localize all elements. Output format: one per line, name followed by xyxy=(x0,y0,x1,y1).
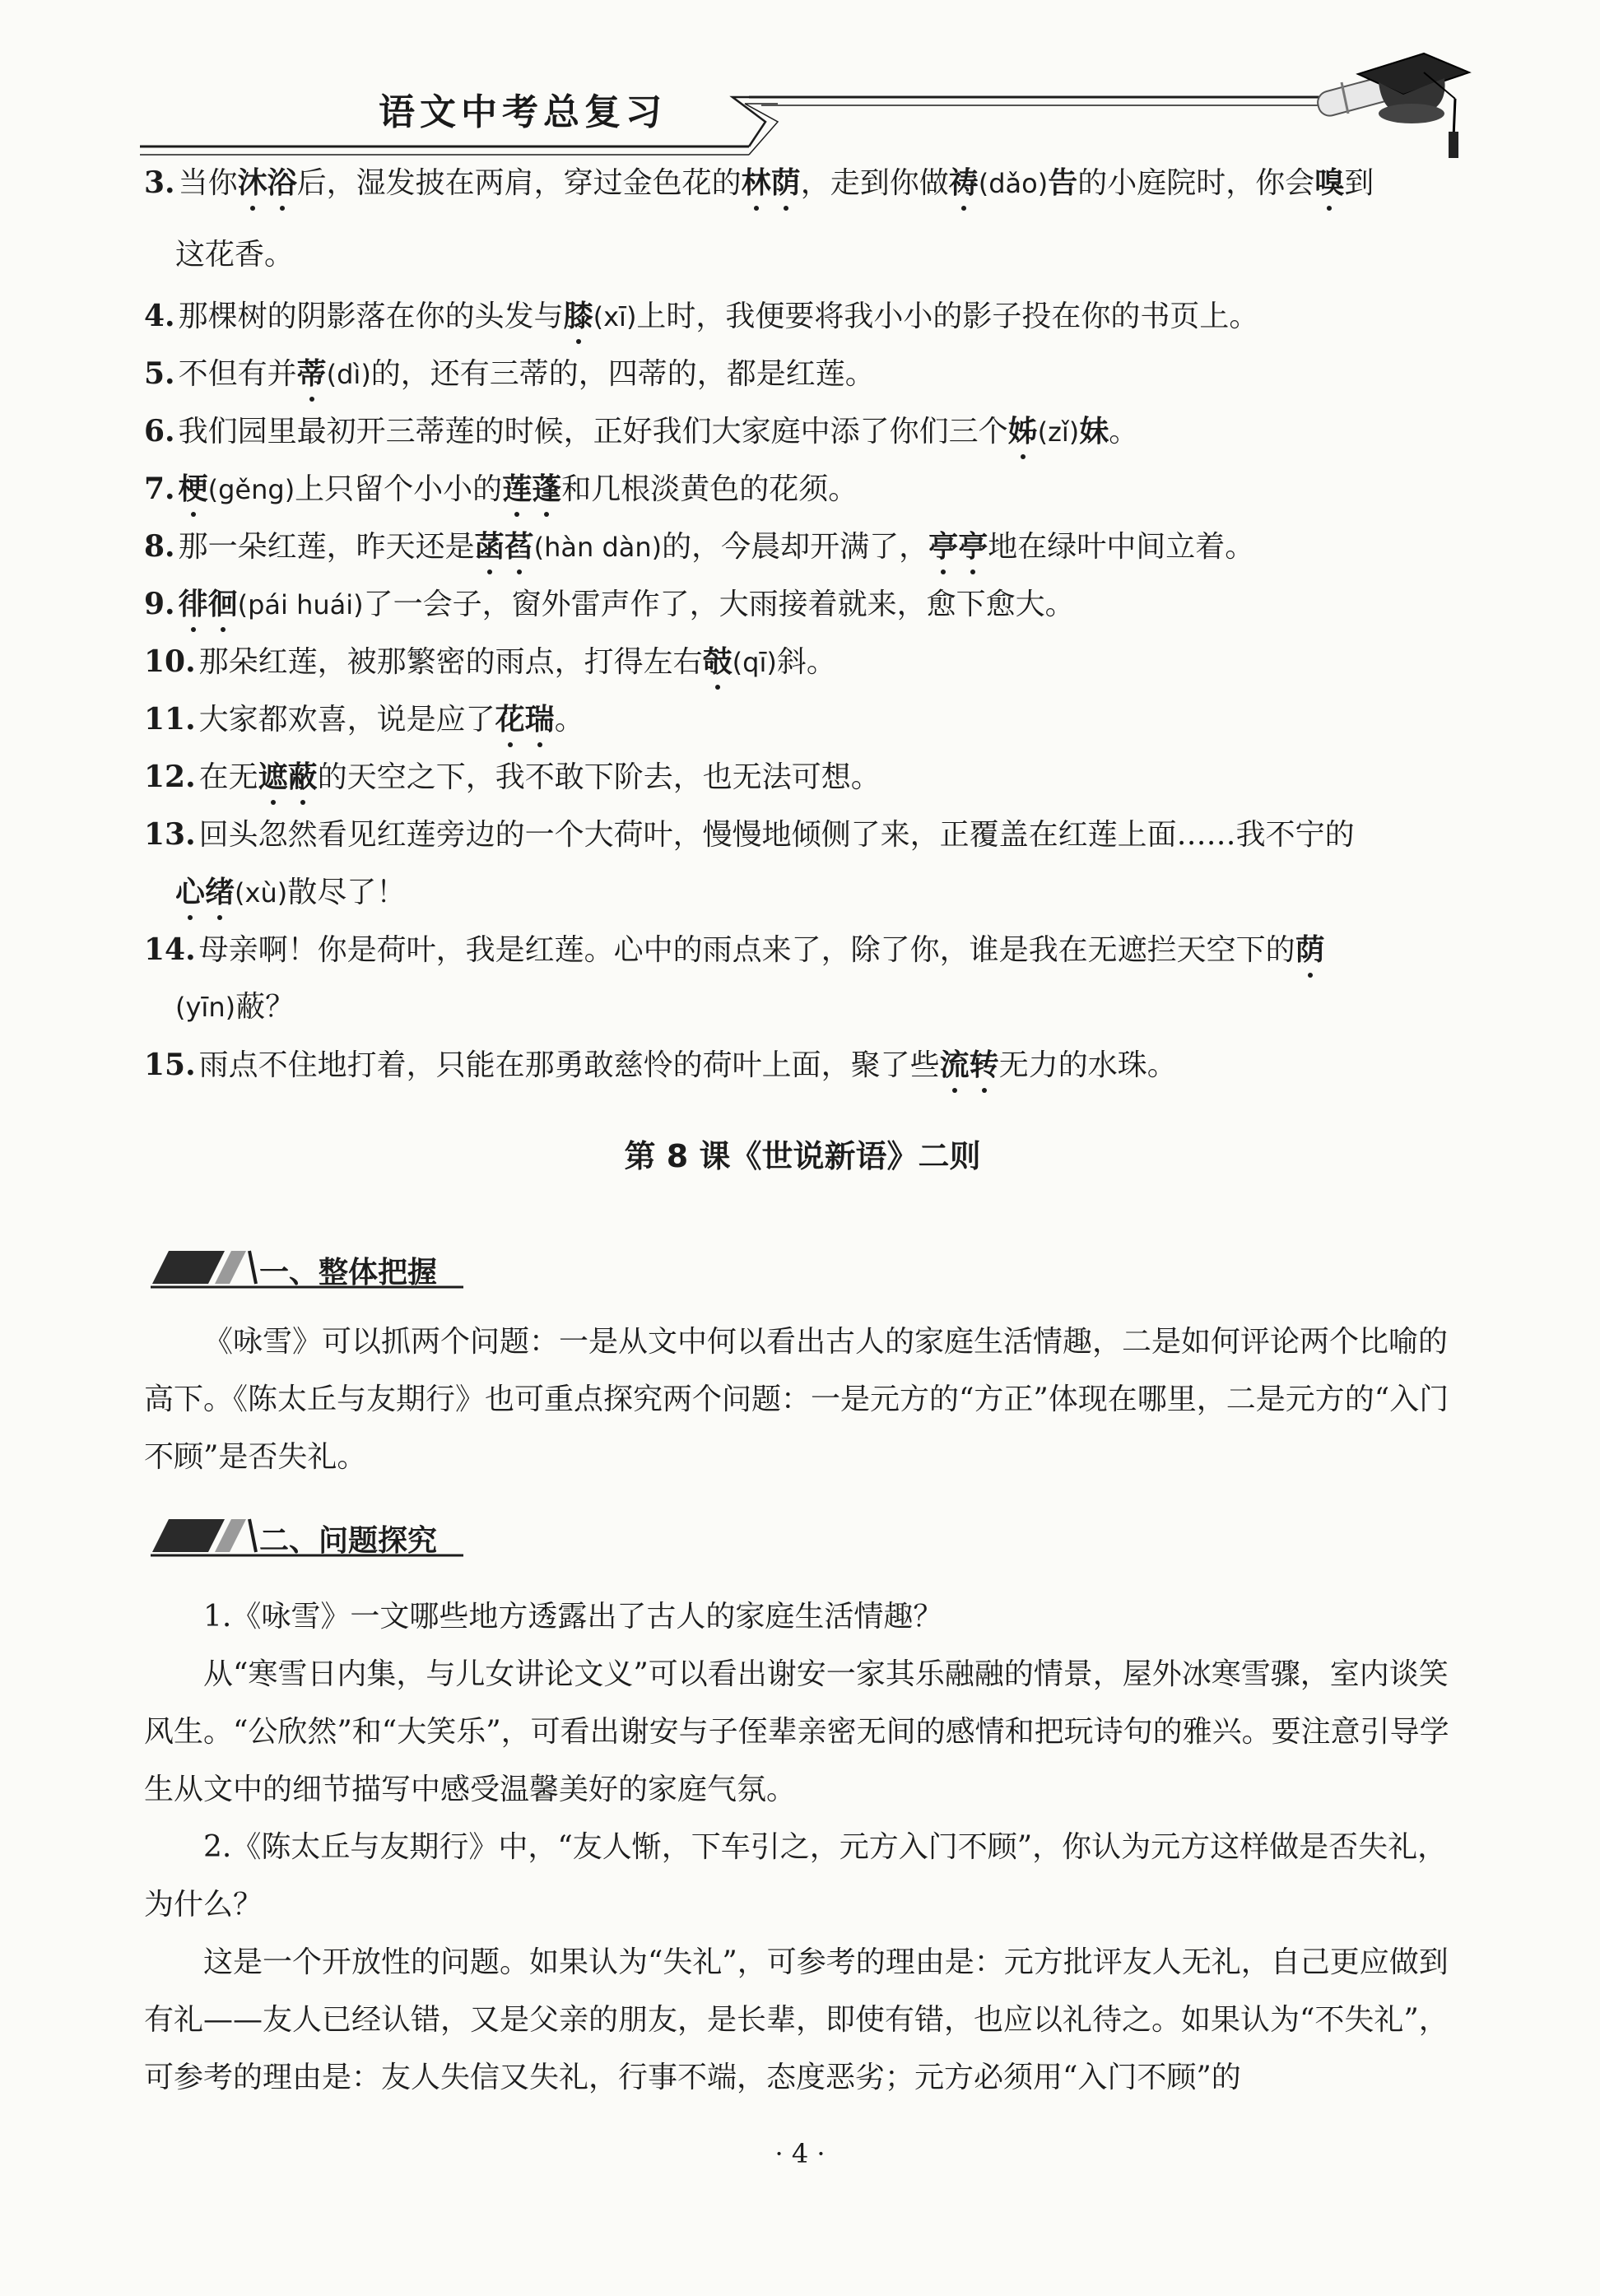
emphasis-char: 浴 xyxy=(267,165,297,200)
pinyin-annotation: (xù) xyxy=(235,877,288,909)
question-1: 1.《咏雪》一文哪些地方透露出了古人的家庭生活情趣？ xyxy=(203,1600,943,1634)
graduation-cap-icon xyxy=(1309,49,1473,165)
emphasis-char: 荫 xyxy=(1295,932,1325,967)
key-word xyxy=(703,644,733,679)
answer-2: 这是一个开放性的问题。如果认为“失礼”，可参考的理由是：元方批评友人无礼，自己更应做到有礼——友人已经认错，又是父亲的朋友，是长辈，即使有错，也应以礼待之。如果认为“不失礼”，可参考的理由是：友人失信又失礼，行事不端，态度恶劣；元方必须用“入门不顾”的 xyxy=(144,1945,1449,2094)
pinyin-annotation: (pái huái) xyxy=(237,589,364,620)
emphasis-char: 萏 xyxy=(504,529,534,564)
header-rule xyxy=(140,49,1473,165)
item-number: 3. xyxy=(144,165,175,200)
emphasis-char: 遮 xyxy=(258,760,288,794)
list-item-continuation xyxy=(175,874,406,911)
text-run: 的小庭院时，你会 xyxy=(1077,166,1315,200)
key-word xyxy=(258,760,318,794)
key-word xyxy=(175,875,235,909)
overview-paragraph: 《咏雪》可以抓两个问题：一是从文中何以看出古人的家庭生活情趣，二是如何评论两个比喻的高下。《陈太丘与友期行》也可重点探究两个问题：一是元方的“方正”体现在哪里，二是元方的“入门不顾”是否失礼。 xyxy=(144,1325,1449,1474)
item-number: 12. xyxy=(144,760,196,794)
emphasis-char: 嗅 xyxy=(1314,165,1345,200)
list-item-continuation: 这花香。 xyxy=(175,238,295,272)
text-run: 回头忽然看见红莲旁边的一个大荷叶，慢慢地倾侧了来，正覆盖在红莲上面……我不宁的 xyxy=(198,818,1355,852)
text-run: 大家都欢喜，说是应了 xyxy=(198,703,495,737)
emphasis-char: 膝 xyxy=(563,299,593,333)
item-number: 9. xyxy=(144,587,175,621)
text-run: 蔽？ xyxy=(235,990,295,1024)
text-run: 斜。 xyxy=(776,645,836,679)
key-word xyxy=(742,165,801,200)
list-item xyxy=(144,759,881,796)
pinyin-annotation: (yīn) xyxy=(175,992,236,1023)
emphasis-char: 花 xyxy=(495,702,525,737)
emphasis-char: 蒂 xyxy=(296,356,327,391)
emphasis-char: 菡 xyxy=(474,529,505,564)
key-word xyxy=(940,1048,999,1082)
emphasis-char: 荫 xyxy=(770,165,801,200)
section-label: 一、整体把握 xyxy=(259,1256,438,1290)
list-item xyxy=(144,165,1374,202)
key-word xyxy=(495,702,555,737)
answer-1: 从“寒雪日内集，与儿女讲论文义”可以看出谢安一家其乐融融的情景，屋外冰寒雪骤，室内谈笑风生。“公欣然”和“大笑乐”，可看出谢安与子侄辈亲密无间的感情和把玩诗句的雅兴。要注意引导学生从文中的细节描写中感受温馨美好的家庭气氛。 xyxy=(144,1657,1449,1806)
header-title: 语文中考总复习 xyxy=(379,91,667,133)
key-word xyxy=(564,299,593,333)
list-item xyxy=(144,528,1254,565)
text-run: 上时，我便要将我小小的影子投在你的书页上。 xyxy=(636,300,1259,333)
text-run: 和几根淡黄色的花须。 xyxy=(561,472,858,506)
key-word xyxy=(502,472,561,506)
item-number: 4. xyxy=(144,299,175,333)
emphasis-char: 姊 xyxy=(1007,414,1038,449)
emphasis-char: 流 xyxy=(939,1048,970,1082)
emphasis-char: 梗 xyxy=(178,472,208,506)
text-run: 雨点不住地打着，只能在那勇敢慈怜的荷叶上面，聚了些 xyxy=(198,1048,940,1082)
key-word xyxy=(1314,165,1344,200)
item-number: 6. xyxy=(144,414,175,449)
emphasis-char: 蔽 xyxy=(287,760,318,794)
text-run: 了一会子，窗外雷声作了，大雨接着就来，愈下愈大。 xyxy=(363,588,1075,621)
list-item xyxy=(144,816,1355,853)
item-number: 5. xyxy=(144,356,175,391)
section-label: 二、问题探究 xyxy=(259,1524,438,1558)
text-run: 的，还有三蒂的，四蒂的，都是红莲。 xyxy=(370,357,875,391)
list-item-continuation xyxy=(175,989,295,1025)
key-word xyxy=(475,529,534,564)
emphasis-char: 徘 xyxy=(178,587,208,621)
emphasis-char: 徊 xyxy=(207,587,238,621)
list-item xyxy=(144,932,1325,969)
list-item xyxy=(144,471,858,508)
key-word xyxy=(179,587,238,621)
item-number: 7. xyxy=(144,472,175,506)
text-run: 的，今晨却开满了， xyxy=(662,530,929,564)
list-item xyxy=(144,701,584,738)
emphasis-char: 瑞 xyxy=(524,702,555,737)
item-number: 10. xyxy=(144,644,196,679)
emphasis-char: 林 xyxy=(741,165,771,200)
text-run: 那棵树的阴影落在你的头发与 xyxy=(178,300,564,333)
list-item xyxy=(144,586,1075,623)
item-number: 13. xyxy=(144,817,196,852)
text-run: 的天空之下，我不敢下阶去，也无法可想。 xyxy=(317,760,881,794)
list-item xyxy=(144,298,1258,335)
item-number: 15. xyxy=(144,1048,196,1082)
item-number: 14. xyxy=(144,932,196,967)
text-run: 上只留个小小的 xyxy=(295,472,503,506)
key-word: 妹 xyxy=(1079,414,1109,449)
emphasis-char: 沐 xyxy=(237,165,267,200)
emphasis-char: 祷 xyxy=(948,165,979,200)
key-word xyxy=(928,529,988,564)
text-run: 地在绿叶中间立着。 xyxy=(988,530,1255,564)
key-word xyxy=(949,165,979,200)
pinyin-annotation: (gěng) xyxy=(207,474,295,505)
text-run: 不但有并 xyxy=(178,357,297,391)
text-run: 当你 xyxy=(178,166,238,200)
key-word: 告 xyxy=(1048,165,1078,200)
emphasis-char: 攲 xyxy=(702,644,733,679)
pinyin-annotation: (qī) xyxy=(732,647,777,678)
pinyin-annotation: (xī) xyxy=(593,301,637,332)
text-run: 那一朵红莲，昨天还是 xyxy=(178,530,475,564)
emphasis-char: 绪 xyxy=(205,875,235,909)
pinyin-annotation: (dǎo) xyxy=(978,168,1049,199)
list-item xyxy=(144,356,875,393)
key-word xyxy=(1295,932,1325,967)
section-heading-overview xyxy=(151,1246,480,1292)
text-run: ，走到你做 xyxy=(800,166,949,200)
emphasis-char: 转 xyxy=(969,1048,999,1082)
emphasis-char: 亭 xyxy=(958,529,988,564)
section-heading-inquiry xyxy=(151,1514,480,1560)
text-run: 后，湿发披在两肩，穿过金色花的 xyxy=(296,166,742,200)
text-run: 到 xyxy=(1344,166,1374,200)
emphasis-char: 莲 xyxy=(502,472,533,506)
list-item xyxy=(144,644,836,681)
text-run: 母亲啊！你是荷叶，我是红莲。心中的雨点来了，除了你，谁是我在无遮拦天空下的 xyxy=(198,933,1295,967)
list-item xyxy=(144,413,1138,450)
pinyin-annotation: (zǐ) xyxy=(1037,416,1080,448)
key-word xyxy=(1008,414,1038,449)
key-word xyxy=(297,356,327,391)
text-run: 我们园里最初开三蒂莲的时候，正好我们大家庭中添了你们三个 xyxy=(178,415,1008,449)
item-number: 11. xyxy=(144,702,196,737)
key-word xyxy=(238,165,297,200)
emphasis-char: 心 xyxy=(175,875,206,909)
item-number: 8. xyxy=(144,529,175,564)
pinyin-annotation: (hàn dàn) xyxy=(533,532,663,563)
text-run: 无力的水珠。 xyxy=(998,1048,1177,1082)
list-item xyxy=(144,1047,1177,1084)
key-word xyxy=(179,472,208,506)
question-2: 2.《陈太丘与友期行》中，“友人惭，下车引之，元方入门不顾”，你认为元方这样做是否失礼，为什么？ xyxy=(144,1830,1448,1922)
page-number: · 4 · xyxy=(774,2138,826,2169)
text-run: 那朵红莲，被那繁密的雨点，打得左右 xyxy=(198,645,703,679)
page-header xyxy=(140,49,1473,165)
pinyin-annotation: (dì) xyxy=(326,359,371,390)
emphasis-char: 蓬 xyxy=(532,472,562,506)
text-run: 在无 xyxy=(198,760,258,794)
lesson-title: 第 8 课《世说新语》二则 xyxy=(624,1138,981,1174)
text-run: 。 xyxy=(1109,415,1139,449)
emphasis-char: 亭 xyxy=(928,529,959,564)
text-run: 。 xyxy=(554,703,584,737)
text-run: 散尽了！ xyxy=(287,876,407,909)
